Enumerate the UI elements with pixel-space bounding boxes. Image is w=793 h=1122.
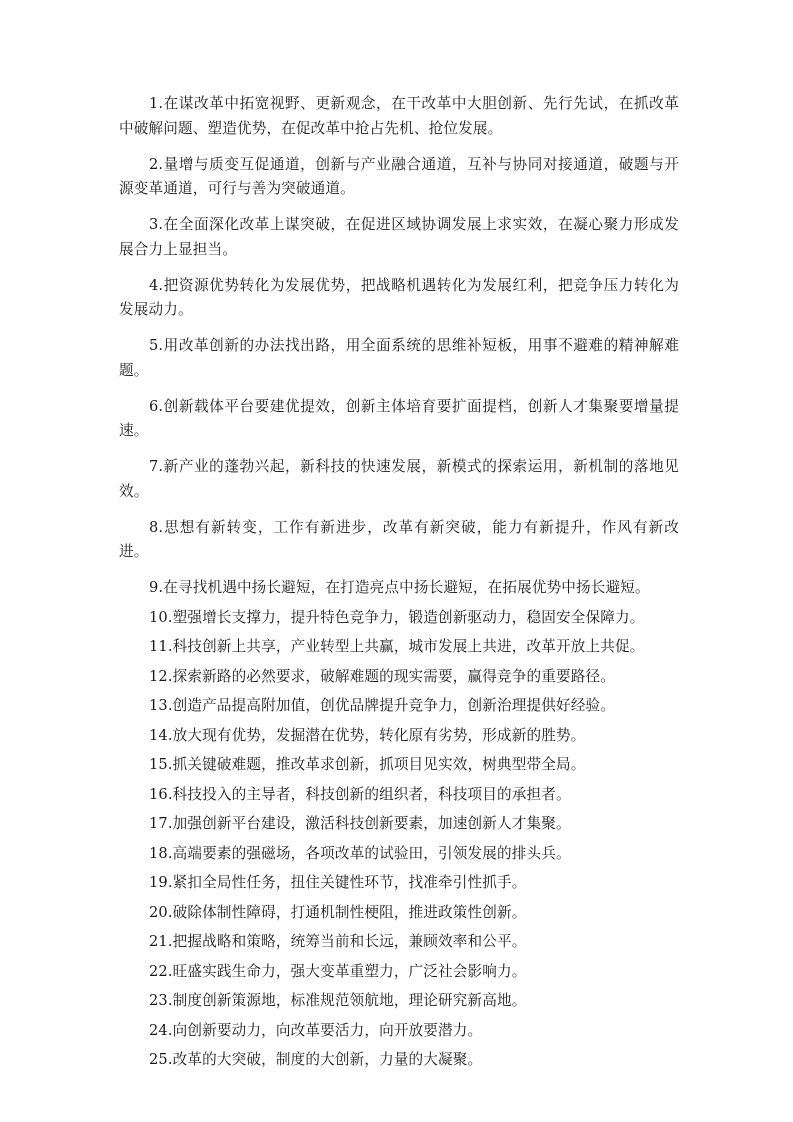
list-item: 20.破除体制性障碍，打通机制性梗阻，推进政策性创新。 (149, 903, 527, 921)
list-item: 16.科技投入的主导者，科技创新的组织者，科技项目的承担者。 (149, 785, 571, 803)
list-item: 5.用改革创新的办法找出路，用全面系统的思维补短板，用事不避难的精神解难题。 (119, 337, 679, 379)
list-item: 6.创新载体平台要建优提效，创新主体培育要扩面提档，创新人才集聚要增量提速。 (119, 397, 679, 439)
list-item: 13.创造产品提高附加值，创优品牌提升竞争力，创新治理提供好经验。 (149, 697, 615, 714)
list-item: 18.高端要素的强磁场，各项改革的试验田，引领发展的排头兵。 (149, 844, 571, 862)
list-item: 2.量增与质变互促通道，创新与产业融合通道，互补与协同对接通道，破题与开源变革通道，可行与善为突破通道。 (119, 155, 679, 197)
list-item: 9.在寻找机遇中扬长避短，在打造亮点中扬长避短，在拓展优势中扬长避短。 (149, 579, 650, 596)
list-item: 8.思想有新转变，工作有新进步，改革有新突破，能力有新提升，作风有新改进。 (119, 518, 679, 560)
list-item: 25.改革的大突破，制度的大创新，力量的大凝聚。 (149, 1051, 483, 1068)
list-item: 15.抓关键破难题，推改革求创新，抓项目见实效，树典型带全局。 (149, 756, 586, 773)
list-item: 24.向创新要动力，向改革要活力，向开放要潜力。 (149, 1021, 483, 1039)
list-item: 3.在全面深化改革上谋突破，在促进区域协调发展上求实效，在凝心聚力形成发展合力上显担当。 (119, 216, 679, 258)
list-item: 19.紧扣全局性任务，扭住关键性环节，找准牵引性抓手。 (149, 874, 527, 891)
list-item: 7.新产业的蓬勃兴起，新科技的快速发展，新模式的探索运用，新机制的落地见效。 (119, 458, 679, 500)
list-item: 23.制度创新策源地，标准规范领航地，理论研究新高地。 (149, 992, 527, 1009)
list-item: 14.放大现有优势，发掘潜在优势，转化原有劣势，形成新的胜势。 (149, 726, 586, 744)
phrase-list (119, 92, 679, 1078)
list-item: 21.把握战略和策略，统筹当前和长远，兼顾效率和公平。 (149, 933, 527, 950)
list-item: 11.科技创新上共享，产业转型上共赢，城市发展上共进，改革开放上共促。 (149, 638, 645, 655)
list-item: 4.把资源优势转化为发展优势，把战略机遇转化为发展红利，把竞争压力转化为发展动力。 (119, 276, 679, 318)
list-item: 1.在谋改革中拓宽视野、更新观念，在干改革中大胆创新、先行先试，在抓改革中破解问题、塑造优势，在促改革中抢占先机、抢位发展。 (119, 95, 679, 137)
list-item: 10.塑强增长支撑力，提升特色竞争力，锻造创新驱动力，稳固安全保障力。 (149, 608, 645, 626)
list-item: 22.旺盛实践生命力，强大变革重塑力，广泛社会影响力。 (149, 962, 527, 980)
list-item: 17.加强创新平台建设，激活科技创新要素，加速创新人才集聚。 (149, 815, 571, 832)
list-item: 12.探索新路的必然要求，破解难题的现实需要，赢得竞争的重要路径。 (149, 667, 615, 685)
